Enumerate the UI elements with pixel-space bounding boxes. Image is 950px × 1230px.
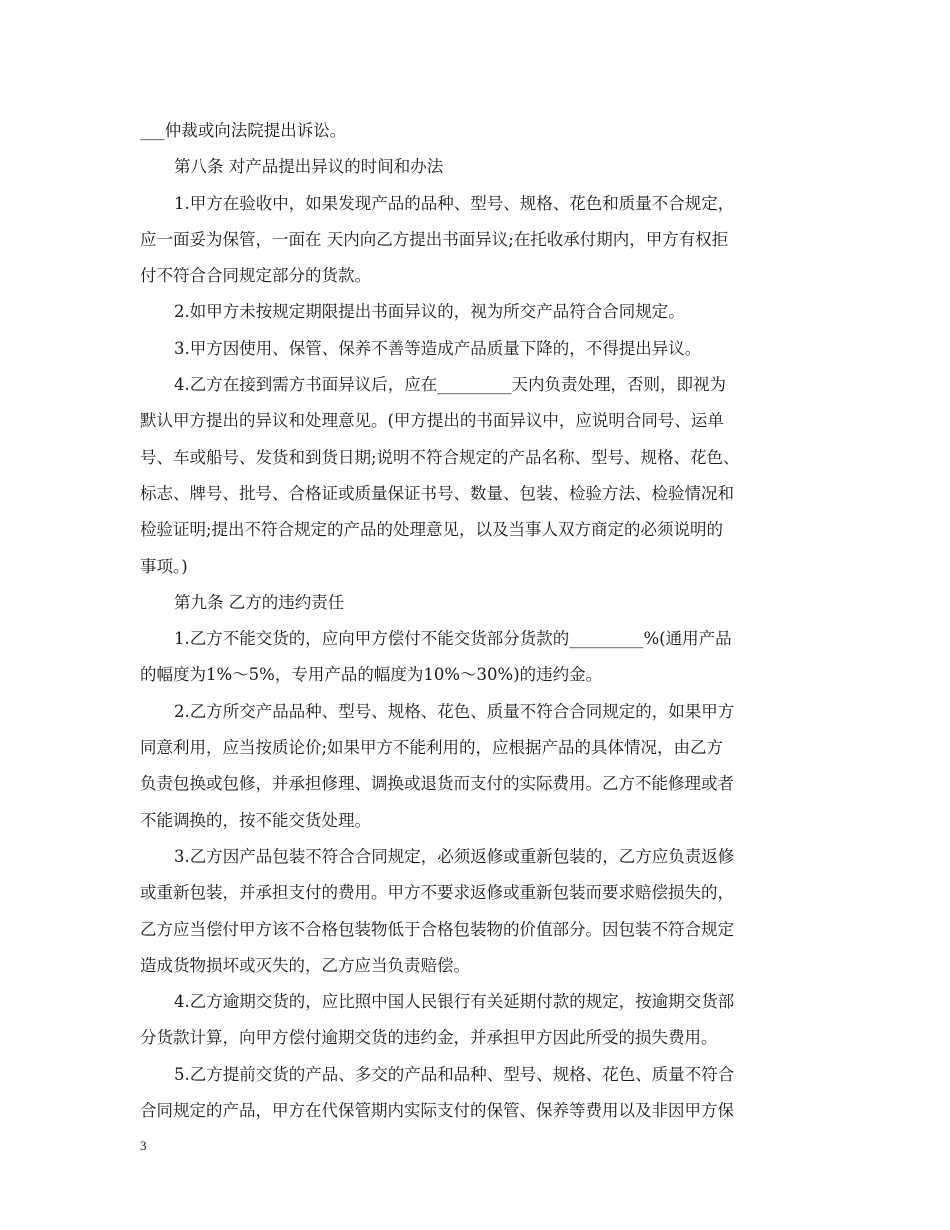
text-line: 默认甲方提出的异议和处理意见。(甲方提出的书面异议中，应说明合同号、运单 [140,411,724,431]
text-line: 2.如甲方未按规定期限提出书面异议的，视为所交产品符合合同规定。 [174,302,685,322]
text-line: 1.甲方在验收中，如果发现产品的品种、型号、规格、花色和质量不合规定， [174,193,735,213]
text-line: 或重新包装，并承担支付的费用。甲方不要求返修或重新包装而要求赔偿损失的， [140,883,734,903]
text-line: 检验证明;提出不符合规定的产品的处理意见，以及当事人双方商定的必须说明的 [140,520,724,540]
text-line: 负责包换或包修，并承担修理、调换或退货而支付的实际费用。乙方不能修理或者 [140,774,734,794]
text-line: 4.乙方在接到需方书面异议后，应在_________天内负责处理，否则，即视为 [174,375,726,395]
text-line: 标志、牌号、批号、合格证或质量保证书号、数量、包装、检验方法、检验情况和 [140,483,734,503]
text-line: 应一面妥为保管，一面在 天内向乙方提出书面异议;在托收承付期内，甲方有权拒 [140,229,729,249]
text-line: 的幅度为1%～5%，专用产品的幅度为10%～30%)的违约金。 [140,665,603,685]
document-body [140,113,812,1129]
text-line: 造成货物损坏或灭失的，乙方应当负责赔偿。 [140,955,470,975]
text-line: 1.乙方不能交货的，应向甲方偿付不能交货部分货款的_________%(通用产品 [174,629,732,649]
text-line: 合同规定的产品，甲方在代保管期内实际支付的保管、保养等费用以及非因甲方保 [140,1101,734,1121]
text-line: 不能调换的，按不能交货处理。 [140,810,371,830]
text-line: 第九条 乙方的违约责任 [174,592,345,612]
page-number: 3 [140,1138,147,1153]
text-line: 号、车或船号、发货和到货日期;说明不符合规定的产品名称、型号、规格、花色、 [140,447,740,467]
text-line: 付不符合合同规定部分的货款。 [140,266,371,286]
text-line: 同意利用，应当按质论价;如果甲方不能利用的，应根据产品的具体情况，由乙方 [140,738,724,758]
text-line: 2.乙方所交产品品种、型号、规格、花色、质量不符合合同规定的，如果甲方 [174,701,735,721]
text-line: 3.乙方因产品包装不符合合同规定，必须返修或重新包装的，乙方应负责返修 [174,846,735,866]
text-line: 第八条 对产品提出异议的时间和办法 [174,157,444,177]
text-line: 事项。) [140,556,188,576]
text-line: 4.乙方逾期交货的，应比照中国人民银行有关延期付款的规定，按逾期交货部 [174,992,735,1012]
text-line: 5.乙方提前交货的产品、多交的产品和品种、型号、规格、花色、质量不符合 [174,1064,735,1084]
text-line: 分货款计算，向甲方偿付逾期交货的违约金，并承担甲方因此所受的损失费用。 [140,1028,718,1048]
text-line: 乙方应当偿付甲方该不合格包装物低于合格包装物的价值部分。因包装不符合规定 [140,919,734,939]
text-line: 3.甲方因使用、保管、保养不善等造成产品质量下降的，不得提出异议。 [174,338,702,358]
text-line: ___仲裁或向法院提出诉讼。 [140,121,347,140]
